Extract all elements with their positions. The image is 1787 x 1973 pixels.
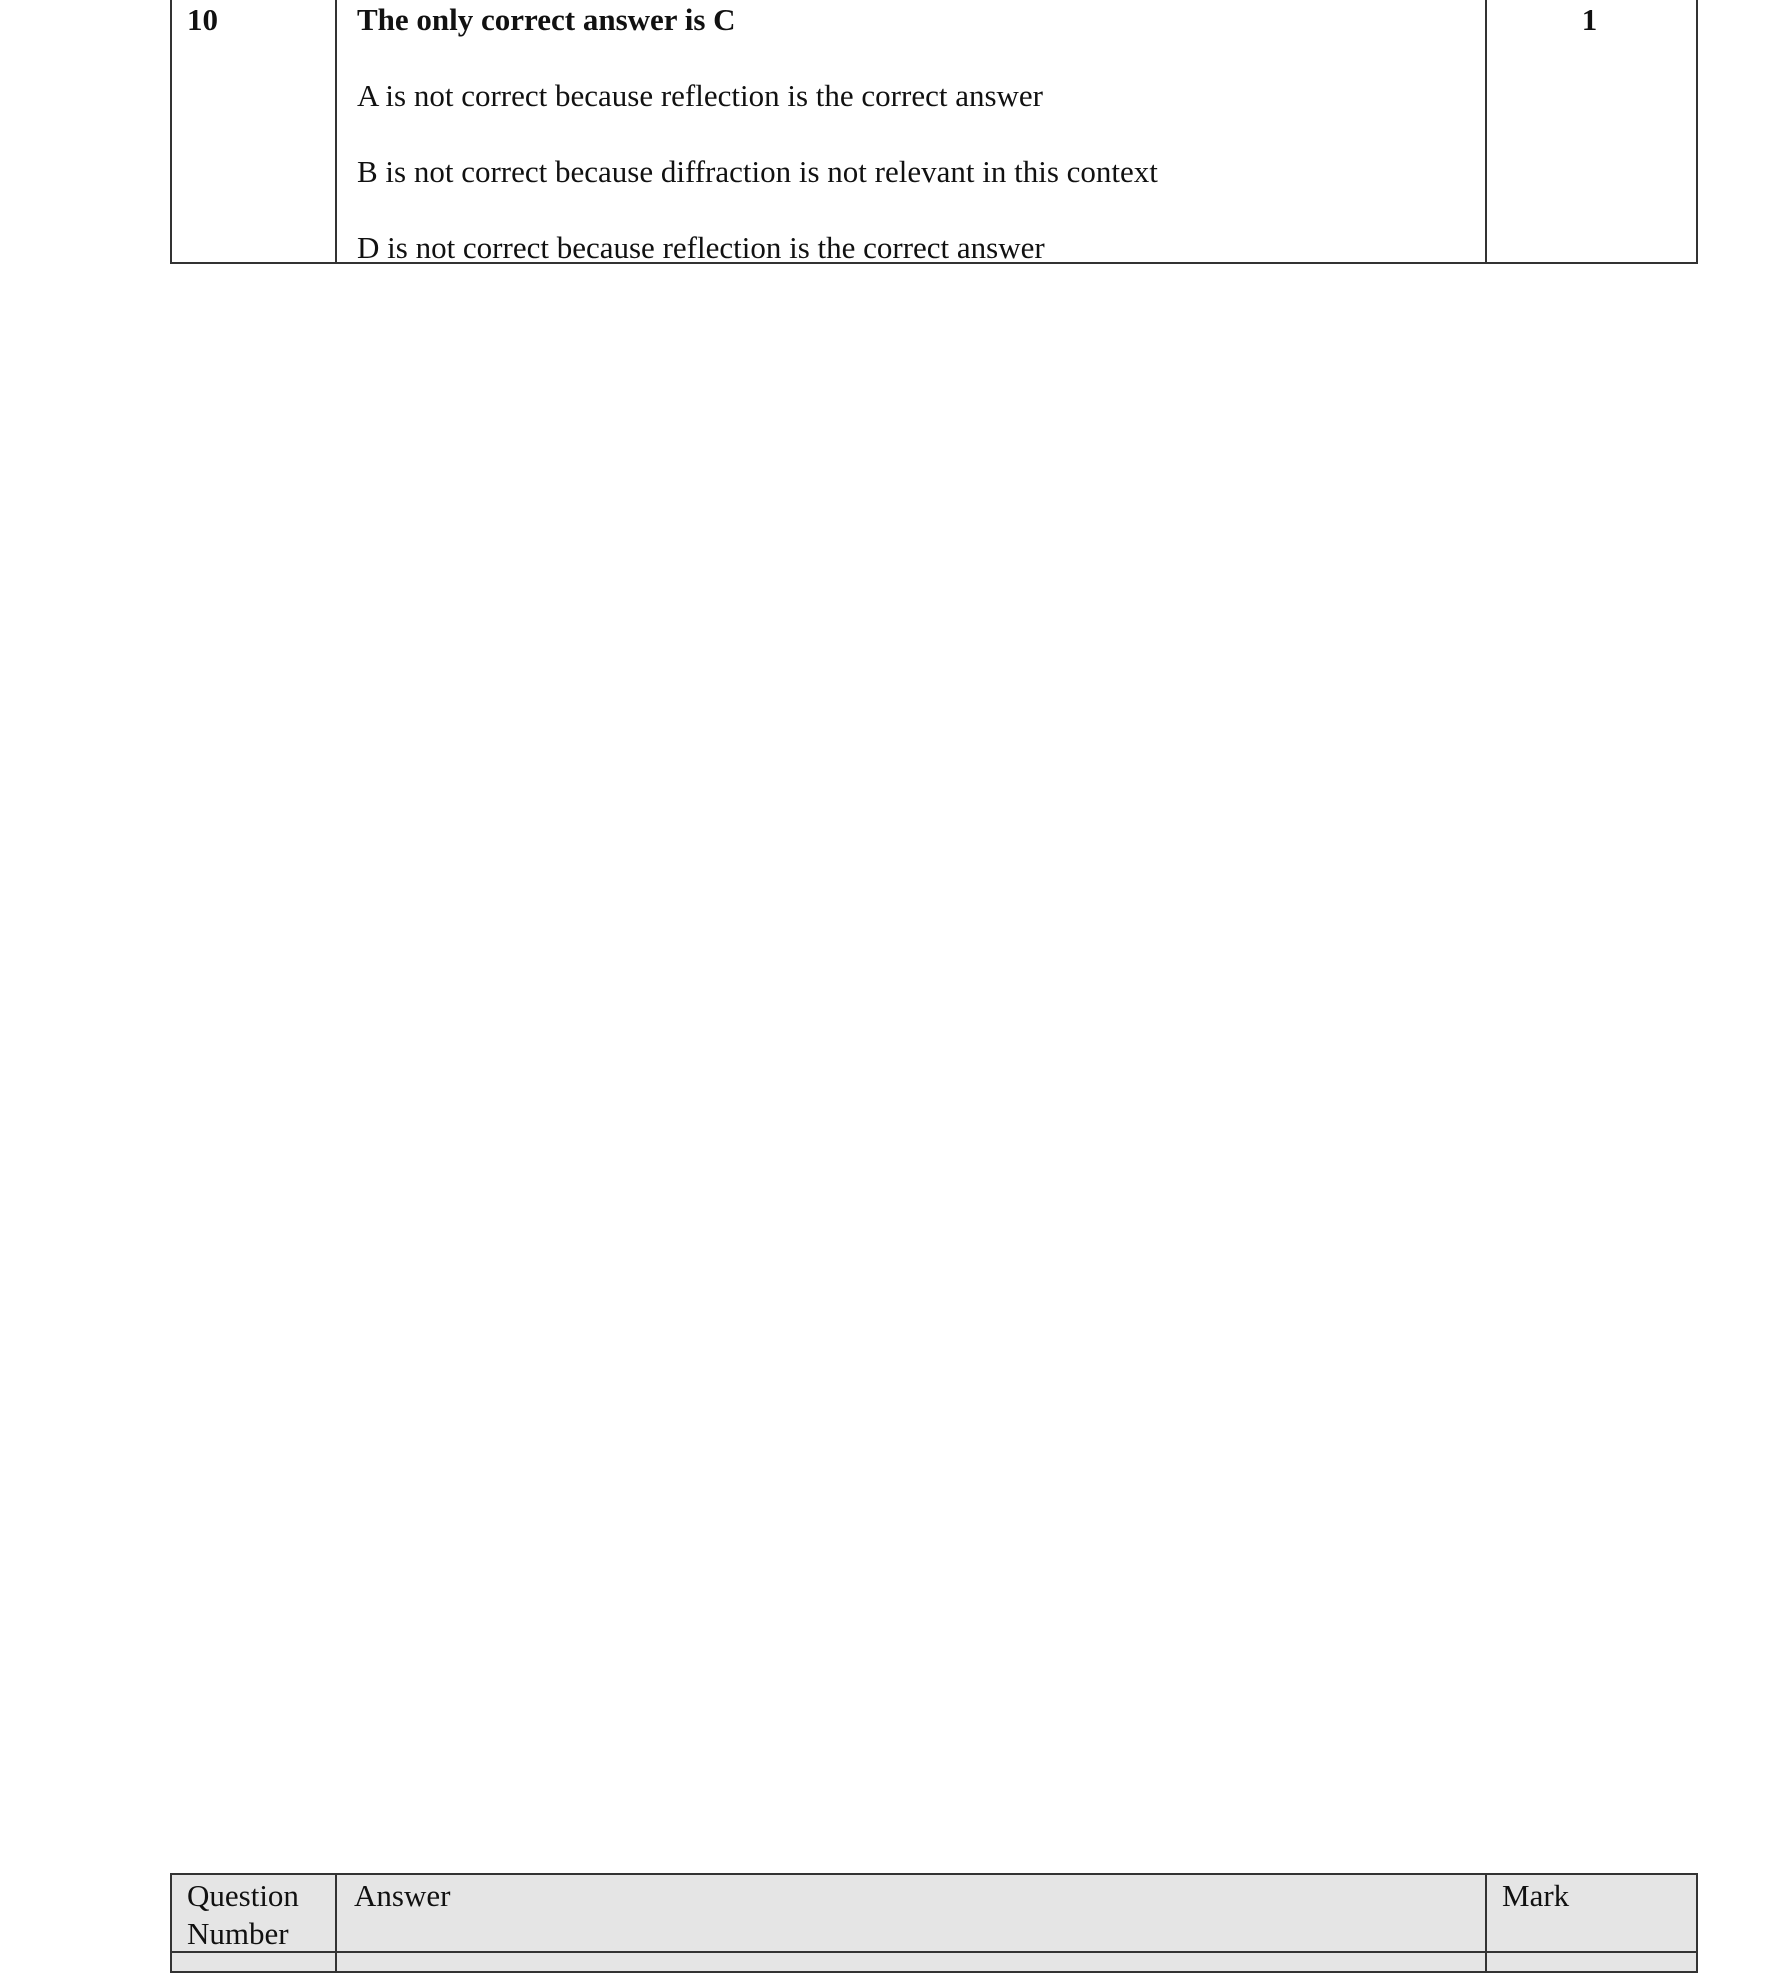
option-b-explanation: B is not correct because diffraction is not relevant in this context [357, 154, 1158, 189]
header-answer: Answer [354, 1878, 451, 1913]
mark-cell [1487, 0, 1696, 262]
header-question-number [187, 1877, 299, 1953]
header-answer-cell [337, 1875, 1487, 1971]
answer-cell [337, 0, 1487, 265]
header-question-number-line1: Question [187, 1878, 299, 1913]
header-bottom-rule [172, 1951, 1696, 1953]
header-question-number-line2: Number [187, 1916, 289, 1951]
mark-scheme-header-table [170, 1873, 1698, 1973]
option-d-explanation: D is not correct because reflection is the correct answer [357, 230, 1045, 265]
question-number-cell [172, 0, 337, 262]
correct-answer-statement: The only correct answer is C [357, 2, 736, 37]
header-mark: Mark [1502, 1878, 1570, 1913]
header-mark-cell [1487, 1875, 1696, 1971]
question-number: 10 [187, 2, 218, 37]
mark-value: 1 [1581, 2, 1598, 37]
option-a-explanation: A is not correct because reflection is the correct answer [357, 78, 1043, 113]
header-question-number-cell [172, 1875, 337, 1971]
answer-table-question-10 [170, 0, 1698, 264]
